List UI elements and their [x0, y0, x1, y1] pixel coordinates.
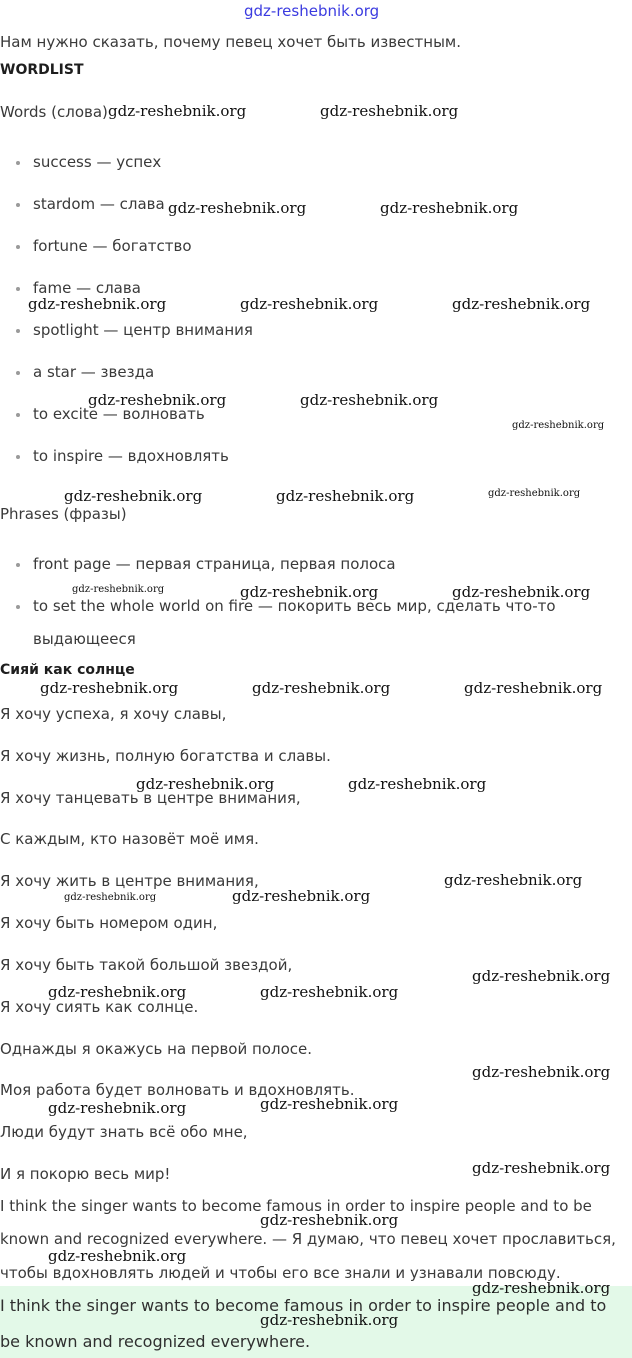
watermark: gdz-reshebnik.org [380, 199, 519, 217]
song-line: Моя работа будет волновать и вдохновлять. [0, 1081, 355, 1099]
song-line: С каждым, кто назовёт моё имя. [0, 830, 259, 848]
answer-line: known and recognized everywhere. — Я думаю, что певец хочет прославиться, [0, 1230, 616, 1248]
top-watermark: gdz-reshebnik.org [244, 2, 380, 20]
phrases-heading: Phrases (фразы) [0, 505, 127, 523]
list-item: a star — звезда [33, 363, 155, 381]
watermark: gdz-reshebnik.org [276, 487, 415, 505]
answer-line: чтобы вдохновлять людей и чтобы его все знали и узнавали повсюду. [0, 1264, 561, 1282]
list-item: fortune — богатство [33, 237, 192, 255]
list-item: to inspire — вдохновлять [33, 447, 229, 465]
song-line: Я хочу танцевать в центре внимания, [0, 789, 301, 807]
watermark: gdz-reshebnik.org [260, 1311, 399, 1329]
list-item: to excite — волновать [33, 405, 205, 423]
watermark: gdz-reshebnik.org [472, 1279, 611, 1297]
watermark: gdz-reshebnik.org [240, 295, 379, 313]
watermark: gdz-reshebnik.org [300, 391, 439, 409]
watermark: gdz-reshebnik.org [444, 871, 583, 889]
list-item: stardom — слава [33, 195, 165, 213]
watermark: gdz-reshebnik.org [512, 420, 605, 431]
song-line: Я хочу сиять как солнце. [0, 998, 199, 1016]
watermark: gdz-reshebnik.org [464, 679, 603, 697]
highlight-line: I think the singer wants to become famous in order to inspire people and to [0, 1296, 607, 1315]
song-line: Я хочу быть номером один, [0, 914, 218, 932]
watermark: gdz-reshebnik.org [108, 102, 247, 120]
watermark: gdz-reshebnik.org [320, 102, 459, 120]
watermark: gdz-reshebnik.org [472, 1063, 611, 1081]
watermark: gdz-reshebnik.org [452, 295, 591, 313]
watermark: gdz-reshebnik.org [48, 1247, 187, 1265]
song-line: Я хочу жизнь, полную богатства и славы. [0, 747, 331, 765]
highlight-line: be known and recognized everywhere. [0, 1332, 311, 1351]
watermark: gdz-reshebnik.org [48, 983, 187, 1001]
watermark: gdz-reshebnik.org [232, 887, 371, 905]
watermark: gdz-reshebnik.org [168, 199, 307, 217]
watermark: gdz-reshebnik.org [260, 1095, 399, 1113]
song-title: Сияй как солнце [0, 662, 135, 678]
watermark: gdz-reshebnik.org [452, 583, 591, 601]
watermark: gdz-reshebnik.org [64, 487, 203, 505]
watermark: gdz-reshebnik.org [64, 892, 157, 903]
song-line: Однажды я окажусь на первой полосе. [0, 1040, 312, 1058]
watermark: gdz-reshebnik.org [260, 983, 399, 1001]
intro-text: Нам нужно сказать, почему певец хочет быть известным. [0, 33, 462, 51]
watermark: gdz-reshebnik.org [72, 584, 165, 595]
watermark: gdz-reshebnik.org [472, 967, 611, 985]
list-item: to set the whole world on fire — покорить весь мир, сделать что-то [33, 597, 556, 615]
watermark: gdz-reshebnik.org [488, 488, 581, 499]
watermark: gdz-reshebnik.org [260, 1211, 399, 1229]
wordlist-heading: WORDLIST [0, 62, 84, 78]
words-heading: Words (слова) [0, 103, 108, 121]
song-line: И я покорю весь мир! [0, 1165, 171, 1183]
song-line: Я хочу успеха, я хочу славы, [0, 705, 227, 723]
song-line: Люди будут знать всё обо мне, [0, 1123, 248, 1141]
song-line: Я хочу жить в центре внимания, [0, 872, 259, 890]
answer-line: I think the singer wants to become famous in order to inspire people and to be [0, 1197, 592, 1215]
list-item: success — успех [33, 153, 162, 171]
list-item: fame — слава [33, 279, 141, 297]
song-line: Я хочу быть такой большой звездой, [0, 956, 293, 974]
list-item: front page — первая страница, первая полоса [33, 555, 396, 573]
list-item: spotlight — центр внимания [33, 321, 253, 339]
watermark: gdz-reshebnik.org [136, 775, 275, 793]
watermark: gdz-reshebnik.org [40, 679, 179, 697]
watermark: gdz-reshebnik.org [348, 775, 487, 793]
watermark: gdz-reshebnik.org [28, 295, 167, 313]
watermark: gdz-reshebnik.org [48, 1099, 187, 1117]
watermark: gdz-reshebnik.org [88, 391, 227, 409]
list-item-continuation: выдающееся [33, 630, 136, 648]
watermark: gdz-reshebnik.org [252, 679, 391, 697]
watermark: gdz-reshebnik.org [472, 1159, 611, 1177]
watermark: gdz-reshebnik.org [240, 583, 379, 601]
